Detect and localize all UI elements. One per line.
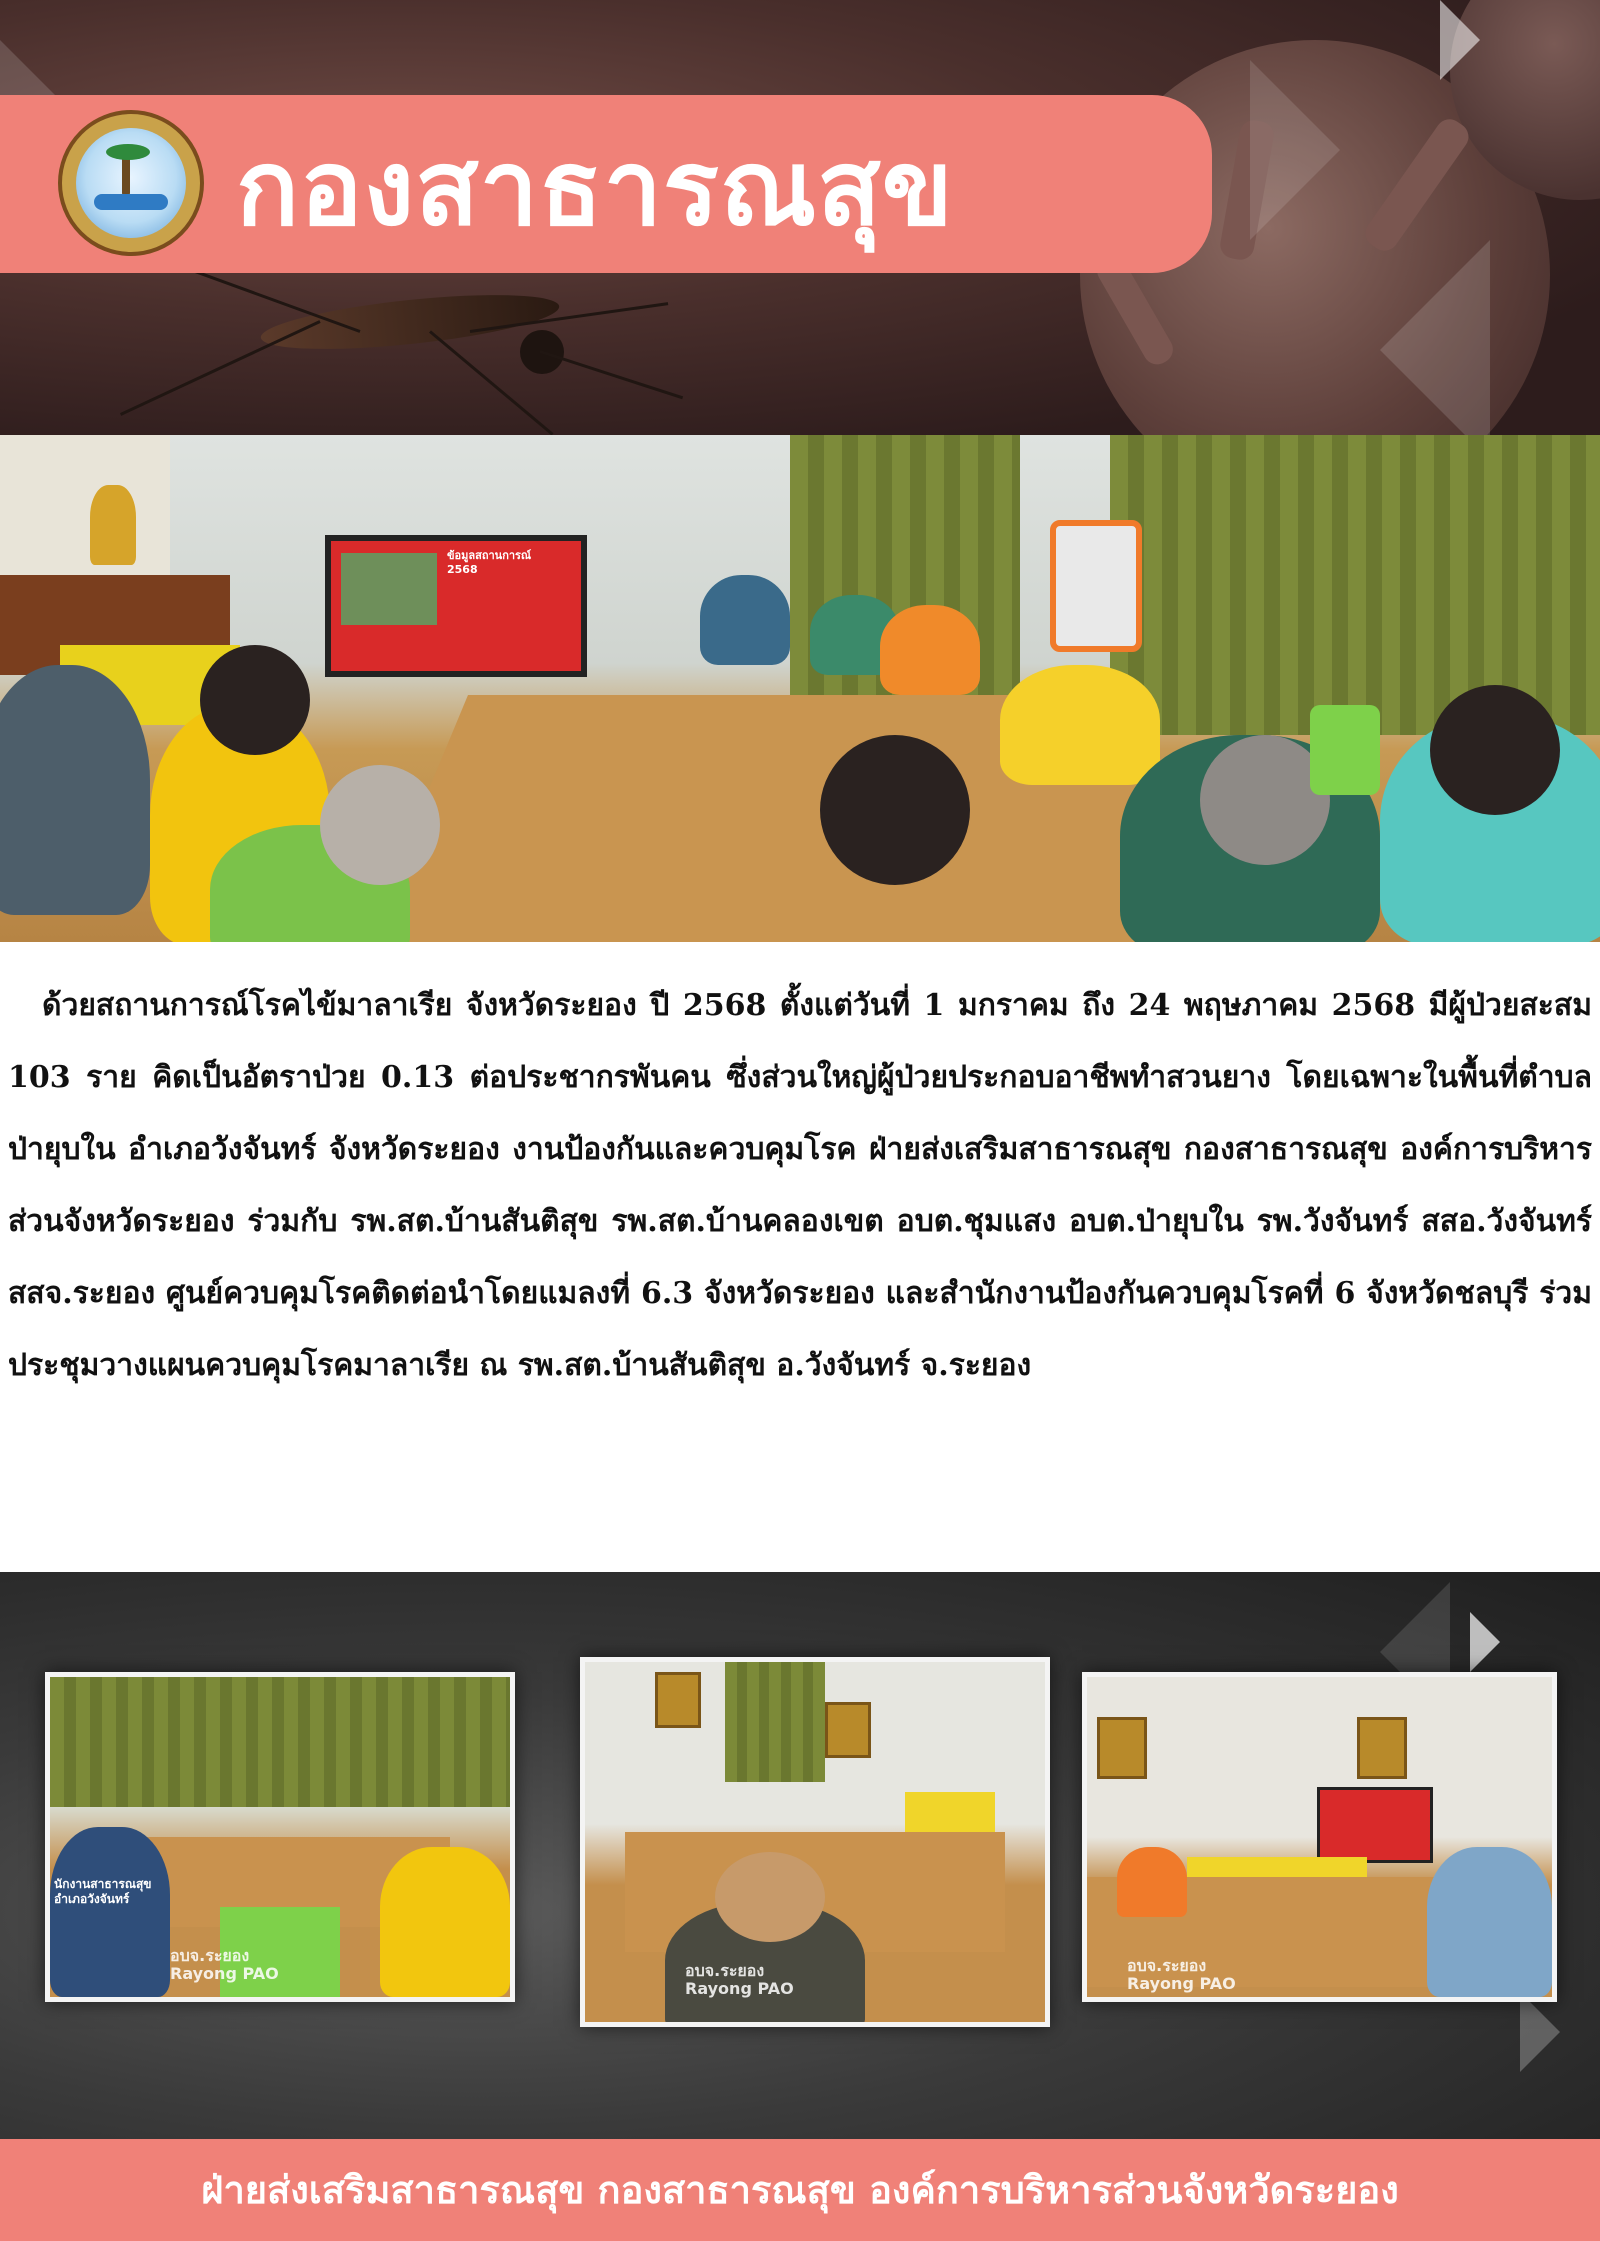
attendee (880, 605, 980, 695)
vest-text: นักงานสาธารณสุข อำเภอวังจันทร์ (54, 1877, 152, 1906)
decor-triangle (1470, 1612, 1500, 1672)
page-title: กองสาธารณสุข (236, 127, 954, 249)
mosquito-leg (120, 320, 321, 416)
attendee (1117, 1847, 1187, 1917)
presenter-standing (1050, 520, 1142, 652)
attendee-head (200, 645, 310, 755)
watermark (170, 1947, 279, 1983)
attendee-head (820, 735, 970, 885)
gallery-photo-1 (45, 1672, 515, 2002)
presentation-text: ข้อมูลสถานการณ์ 2568 (447, 549, 532, 576)
article-paragraph: ด้วยสถานการณ์โรคไข้มาลาเรีย จังหวัดระยอง ปี 2568 ตั้งแต่วันที่ 1 มกราคม ถึง 24 พฤษภาคม 2568 มีผู้ป่วยสะสม 103 ราย คิดเป็นอัตราป่วย 0.13 ต่อประชากรพันคน ซึ่งส่วนใหญ่ผู้ป่วยประกอบอาชีพทำสวนยาง โดยเฉพาะในพื้นที่ตำบลป่ายุบใน อำเภอวังจันทร์ จังหวัดระยอง งานป้องกันและควบคุมโรค ฝ่ายส่งเสริมสาธารณสุข กองสาธารณสุข องค์การบริหารส่วนจังหวัดระยอง ร่วมกับ รพ.สต.บ้านสันติสุข รพ.สต.บ้านคลองเขต อบต.ชุมแสง อบต.ป่ายุบใน รพ.วังจันทร์ สสอ.วังจันทร์ สสจ.ระยอง ศูนย์ควบคุมโรคติดต่อนำโดยแมลงที่ 6.3 จังหวัดระยอง และสำนักงานป้องกันควบคุมโรคที่ 6 จังหวัดชลบุรี ร่วมประชุมวางแผนควบคุมโรคมาลาเรีย ณ รพ.สต.บ้านสันติสุข อ.วังจันทร์ จ.ระยอง (8, 988, 1592, 1383)
decor-triangle (1520, 1992, 1560, 2072)
watermark-thai: อบจ.ระยอง (1127, 1956, 1207, 1975)
watermark (685, 1962, 794, 1998)
decor-triangle (1250, 60, 1340, 240)
curtain (50, 1677, 510, 1807)
royal-portrait (655, 1672, 701, 1728)
watermark-thai: อบจ.ระยอง (685, 1961, 765, 1980)
gallery-photo-2 (580, 1657, 1050, 2027)
curtain (725, 1662, 825, 1782)
attendee (700, 575, 790, 665)
footer-text: ฝ่ายส่งเสริมสาธารณสุข กองสาธารณสุข องค์การบริหารส่วนจังหวัดระยอง (201, 2168, 1399, 2212)
watermark-english: Rayong PAO (685, 1979, 794, 1998)
presenter (1427, 1847, 1552, 1997)
article-body (8, 942, 1592, 1572)
mosquito-leg (540, 350, 684, 399)
provincial-organization-seal-icon (58, 110, 204, 256)
watermark-english: Rayong PAO (170, 1964, 279, 1983)
attendee-head (1430, 685, 1560, 815)
photo-gallery (0, 1572, 1600, 2139)
royal-portrait (1097, 1717, 1147, 1779)
presentation-screen (1317, 1787, 1433, 1863)
attendee-head (320, 765, 440, 885)
header-hero (0, 0, 1600, 435)
decor-triangle (1380, 240, 1490, 435)
gallery-photo-3 (1082, 1672, 1557, 2002)
attendee (380, 1847, 510, 1997)
watermark-english: Rayong PAO (1127, 1974, 1236, 1993)
attendee-head (715, 1852, 825, 1942)
curtain (1110, 435, 1600, 735)
main-meeting-photo (0, 435, 1600, 942)
presentation-photo (341, 553, 437, 625)
attendee (50, 1827, 170, 1997)
decor-triangle (1440, 0, 1480, 80)
footer-bar (0, 2139, 1600, 2241)
green-chair (1310, 705, 1380, 795)
attendee (0, 665, 150, 915)
presentation-screen (325, 535, 587, 677)
buddha-statue (90, 485, 136, 565)
yellow-cloth (905, 1792, 995, 1832)
royal-portrait (825, 1702, 871, 1758)
mosquito-illustration (259, 284, 562, 359)
watermark-thai: อบจ.ระยอง (170, 1946, 250, 1965)
attendee (1000, 665, 1160, 785)
royal-portrait (1357, 1717, 1407, 1779)
watermark (1127, 1957, 1236, 1993)
